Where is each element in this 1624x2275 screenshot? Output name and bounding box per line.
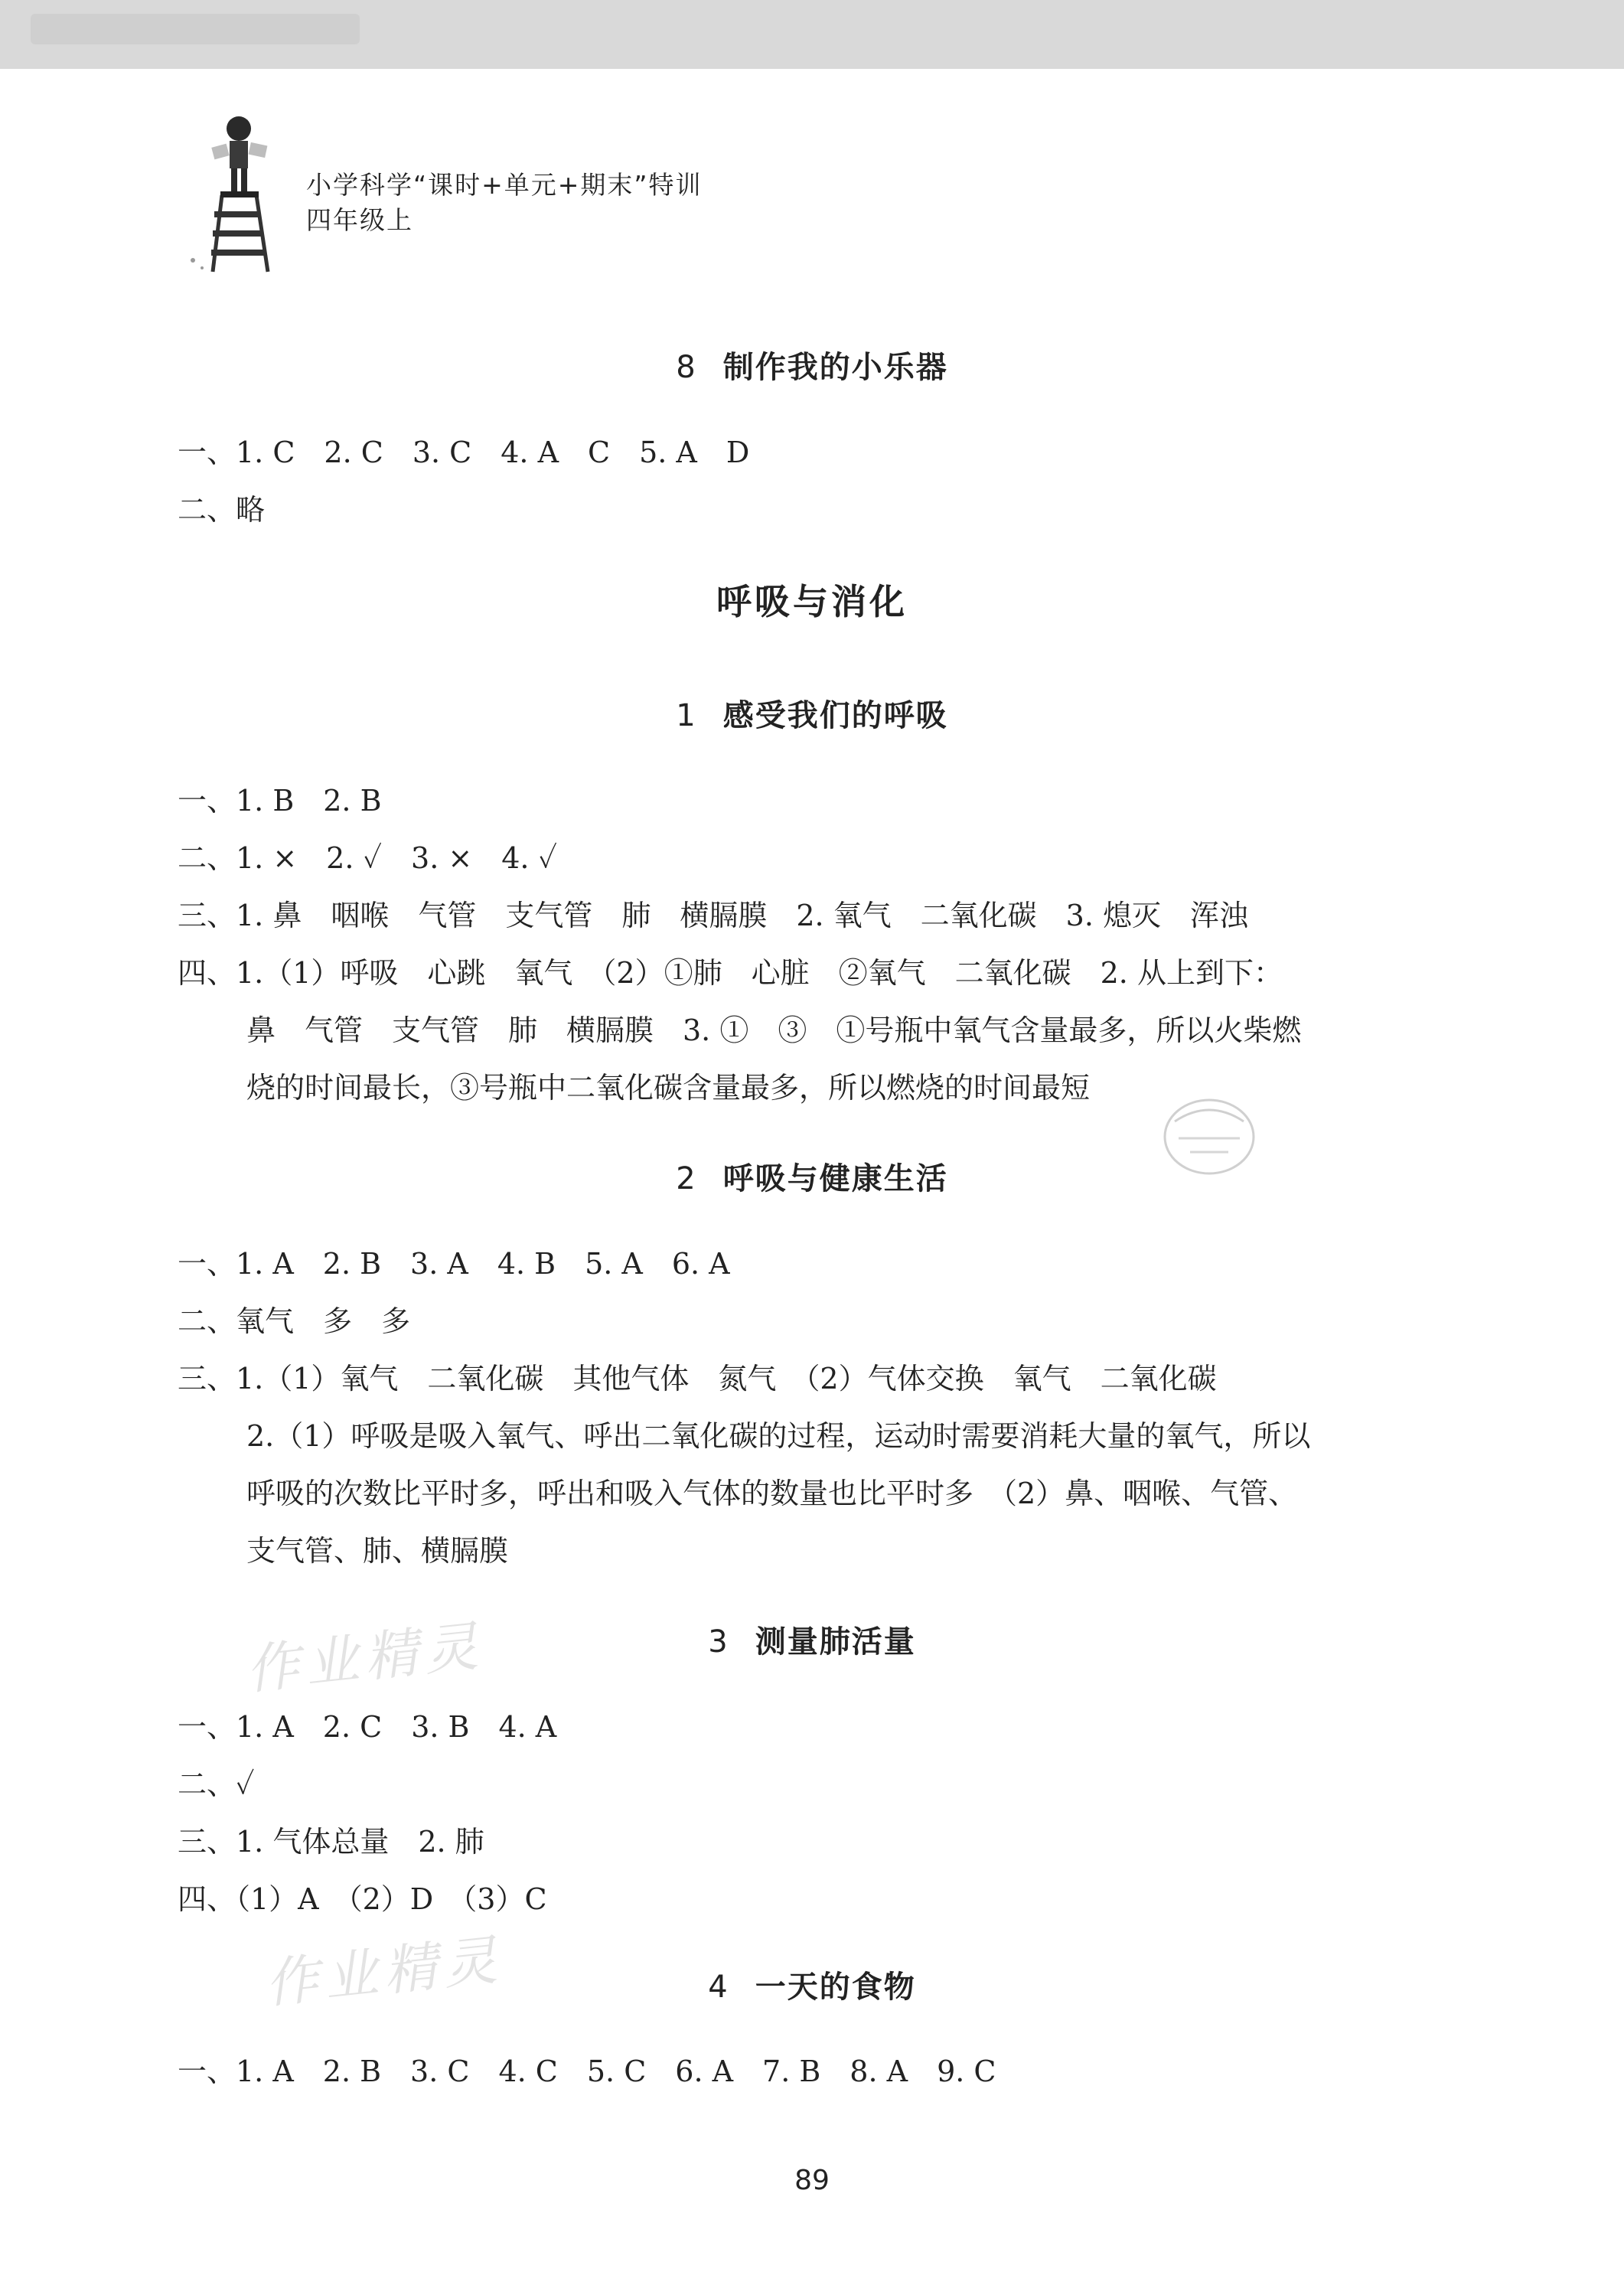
section-title: 制作我的小乐器: [722, 350, 948, 385]
section-heading-2: [0, 1154, 1624, 1198]
answer-line: 烧的时间最长，③号瓶中二氧化碳含量最多，所以燃烧的时间最短: [246, 1071, 1091, 1105]
answer-line: 鼻 气管 支气管 肺 横膈膜 3. ① ③ ①号瓶中氧气含量最多，所以火柴燃: [246, 1013, 1302, 1047]
answer-line: 一、1. B 2. B: [178, 784, 382, 818]
section-number: 4: [708, 1970, 729, 2005]
answer-line: 二、氧气 多 多: [178, 1304, 411, 1338]
answer-line: 支气管、肺、横膈膜: [246, 1534, 509, 1568]
section-title: 测量肺活量: [755, 1624, 916, 1660]
answer-line: 呼吸的次数比平时多，呼出和吸入气体的数量也比平时多 （2）鼻、咽喉、气管、: [246, 1477, 1298, 1510]
answer-line: 二、1. × 2. ✓ 3. × 4. ✓: [178, 841, 558, 875]
answer-line: 二、✓: [178, 1767, 255, 1801]
section-heading-8: [0, 343, 1624, 387]
scan-top-band: [0, 0, 1624, 69]
answer-line: 一、1. C 2. C 3. C 4. A C 5. A D: [178, 436, 750, 469]
answer-line: 三、1. 气体总量 2. 肺: [178, 1825, 484, 1859]
answer-line: 四、1.（1）呼吸 心跳 氧气 （2）①肺 心脏 ②氧气 二氧化碳 2. 从上到下：: [178, 956, 1283, 990]
answer-line: 三、1. 鼻 咽喉 气管 支气管 肺 横膈膜 2. 氧气 二氧化碳 3. 熄灭 浑浊: [178, 899, 1249, 932]
section-title: 呼吸与健康生活: [722, 1161, 948, 1196]
answer-line: 一、1. A 2. B 3. C 4. C 5. C 6. A 7. B 8. A 9. C: [178, 2055, 996, 2088]
watermark-text: 作业精灵: [262, 1927, 507, 2016]
answer-line: 2.（1）呼吸是吸入氧气、呼出二氧化碳的过程，运动时需要消耗大量的氧气，所以: [246, 1419, 1311, 1453]
section-number: 2: [676, 1161, 697, 1196]
answer-line: 一、1. A 2. C 3. B 4. A: [178, 1710, 557, 1744]
mascot-illustration: [184, 107, 298, 279]
section-number: 3: [708, 1624, 729, 1660]
grade-label: 四年级上: [306, 205, 413, 235]
section-title: 一天的食物: [755, 1970, 916, 2005]
scan-bleed-mark: [31, 14, 360, 44]
watermark-text: 作业精灵: [243, 1614, 488, 1702]
section-title: 感受我们的呼吸: [722, 698, 948, 733]
answer-line: 一、1. A 2. B 3. A 4. B 5. A 6. A: [178, 1247, 730, 1281]
series-title: 小学科学“课时+单元+期末”特训: [306, 170, 703, 200]
section-heading-4: [0, 1963, 1624, 2006]
section-number: 8: [676, 350, 697, 385]
section-heading-1: [0, 691, 1624, 735]
answer-line: 三、1.（1）氧气 二氧化碳 其他气体 氮气 （2）气体交换 氧气 二氧化碳: [178, 1362, 1217, 1395]
unit-title: 呼吸与消化: [716, 581, 908, 622]
answer-line: 四、（1）A （2）D （3）C: [178, 1882, 547, 1916]
section-heading-3: [0, 1617, 1624, 1661]
answer-line: 二、略: [178, 493, 266, 527]
page-number: 89: [794, 2165, 830, 2196]
section-number: 1: [676, 698, 697, 733]
